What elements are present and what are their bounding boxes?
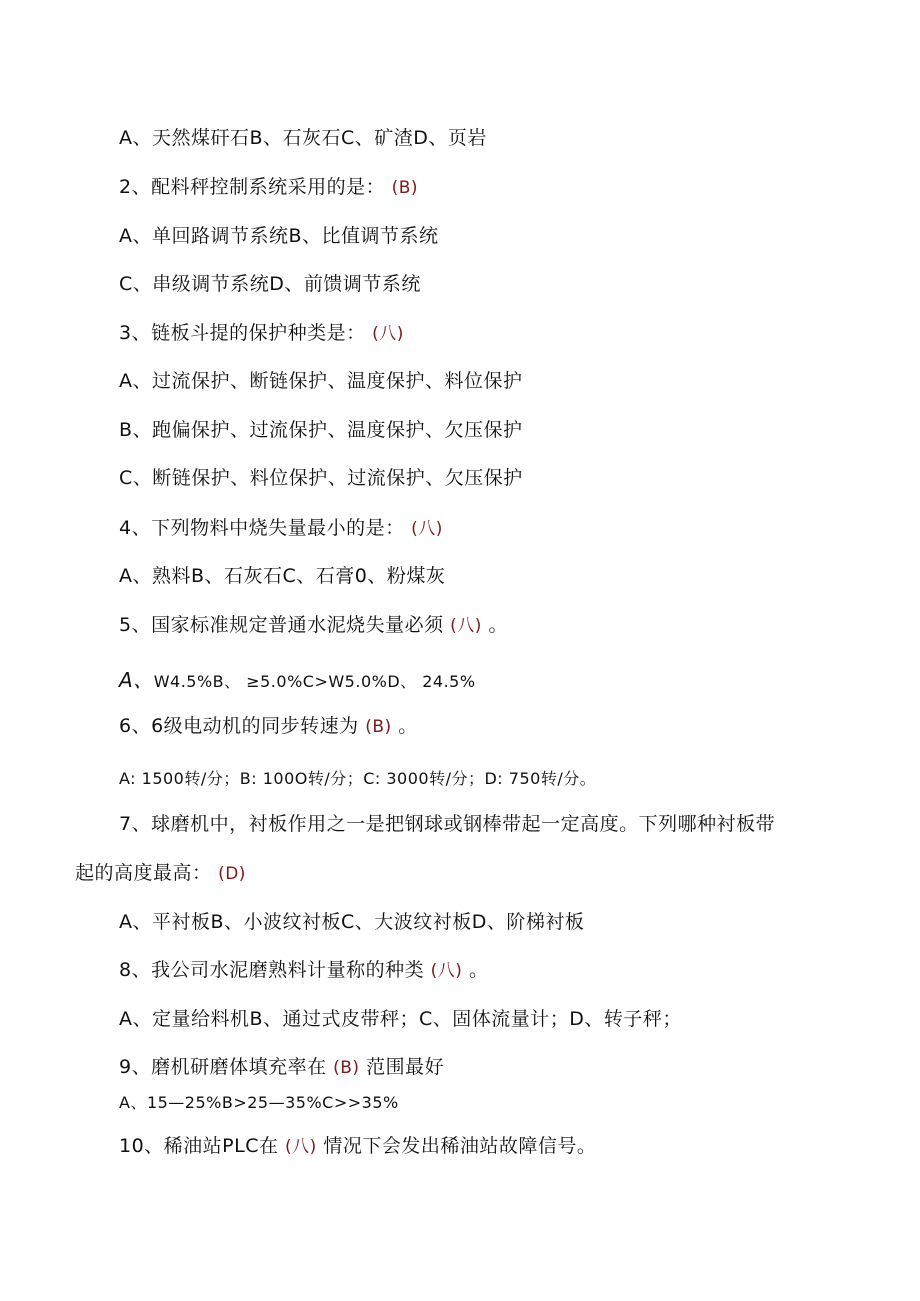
q6-options (119, 765, 596, 792)
q3-question (119, 320, 404, 347)
question-tail: 。 (488, 614, 508, 636)
option-prefix: A、 (119, 668, 154, 692)
q2-options-cd (119, 271, 421, 297)
q2-question (119, 174, 418, 201)
q5-question (119, 612, 508, 639)
line-text: B、跑偏保护、过流保护、温度保护、欠压保护 (119, 419, 523, 441)
q7-options (119, 909, 584, 935)
question-text: 7、球磨机中，衬板作用之一是把钢球或钢棒带起一定高度。下列哪种衬板带 (119, 813, 776, 835)
q8-question (119, 957, 488, 984)
line-text: A、单回路调节系统B、比值调节系统 (119, 225, 439, 247)
question-tail: 。 (468, 959, 489, 981)
question-text: 4、下列物料中烧失量最小的是： (119, 517, 405, 539)
answer-label: (八) (372, 324, 404, 344)
q7-question-line2 (75, 860, 246, 887)
answer-label: (B) (365, 717, 392, 737)
answer-label: (八) (430, 961, 463, 981)
q6-question (119, 713, 418, 740)
q5-options (119, 667, 476, 695)
line-text: W4.5%B、 ≥5.0%C>W5.0%D、 24.5% (153, 672, 476, 691)
question-text: 10、稀油站PLC在 (119, 1135, 279, 1157)
question-text: 起的高度最高： (75, 862, 212, 884)
question-text: 8、我公司水泥磨熟料计量称的种类 (119, 959, 425, 981)
answer-label: (D) (218, 864, 246, 884)
q9-question (119, 1054, 444, 1081)
answer-label: (八) (411, 519, 443, 539)
line-text: A: 1500转/分；B: 100O转/分；C: 3000转/分；D: 750转/分。 (119, 769, 597, 788)
question-text: 6、6级电动机的同步转速为 (119, 715, 359, 737)
line-text: A、15—25%B>25—35%C>>35% (119, 1093, 399, 1112)
q9-options (119, 1089, 399, 1116)
line-text: A、过流保护、断链保护、温度保护、料位保护 (119, 370, 523, 392)
answer-label: (八) (285, 1137, 317, 1157)
q3-option-c (119, 465, 523, 491)
q4-question (119, 515, 443, 542)
line-text: A、天然煤矸石B、石灰石C、矿渣D、页岩 (119, 127, 487, 149)
line-text: C、串级调节系统D、前馈调节系统 (119, 273, 421, 295)
question-text: 9、磨机研磨体填充率在 (119, 1056, 327, 1078)
question-tail: 范围最好 (366, 1056, 445, 1078)
answer-label: (B) (391, 178, 419, 198)
question-tail: 。 (398, 715, 418, 737)
question-tail: 情况下会发出稀油站故障信号。 (323, 1135, 597, 1157)
q2-options-ab (119, 223, 439, 249)
question-text: 3、链板斗提的保护种类是： (119, 322, 366, 344)
question-text: 5、国家标准规定普通水泥烧失量必须 (119, 614, 444, 636)
answer-label: (八) (450, 616, 482, 636)
line-text: A、平衬板B、小波纹衬板C、大波纹衬板D、阶梯衬板 (119, 911, 585, 933)
q7-question-line1 (119, 811, 775, 837)
q8-options (119, 1006, 682, 1032)
answer-label: (B) (333, 1058, 360, 1078)
q1-options (119, 125, 487, 151)
line-text: C、断链保护、料位保护、过流保护、欠压保护 (119, 467, 523, 489)
q10-question (119, 1133, 596, 1160)
line-text: A、熟料B、石灰石C、石膏0、粉煤灰 (119, 565, 446, 587)
line-text: A、定量给料机B、通过式皮带秤；C、固体流量计；D、转子秤； (119, 1008, 682, 1030)
question-text: 2、配料秤控制系统采用的是： (119, 176, 386, 198)
q3-option-a (119, 368, 523, 394)
q4-options (119, 563, 445, 589)
q3-option-b (119, 417, 523, 443)
